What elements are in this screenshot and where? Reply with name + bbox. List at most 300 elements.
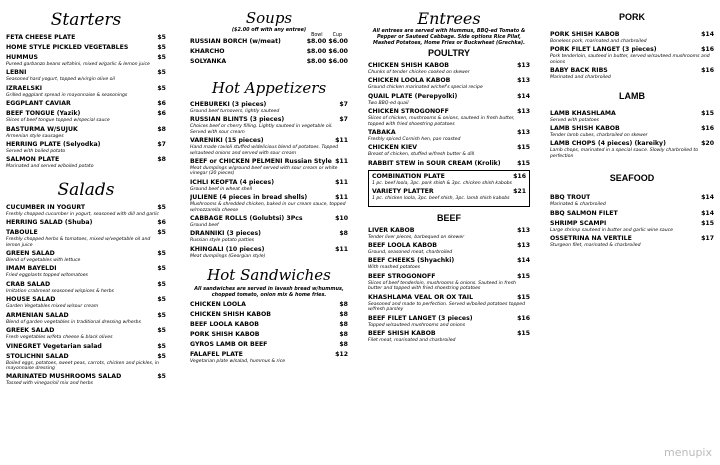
menu-item-description: Chunks of tender chicken cooked on skewer: [368, 70, 470, 75]
menu-item-price: $16: [701, 67, 714, 75]
menu-item-name: VINEGRET Vegetarian salad: [6, 342, 102, 350]
menu-item: [368, 227, 530, 240]
menu-item: [6, 250, 166, 263]
menu-item-price: $13: [517, 77, 530, 85]
menu-item: [368, 144, 530, 157]
menu-item-name: LAMB SHISH KABOB: [550, 125, 620, 133]
menu-item-name: BABY BACK RIBS: [550, 67, 608, 75]
menu-item-price: $5: [157, 34, 166, 41]
menu-item-price: $6: [157, 100, 166, 108]
menu-item-row: [190, 38, 348, 46]
menu-item-row: [6, 343, 166, 351]
menu-item: [190, 194, 348, 213]
menu-item-row: [6, 353, 166, 361]
menu-item-name: PORK FILET LANGET (3 pieces): [550, 46, 657, 54]
menu-item-row: [372, 173, 526, 181]
menu-item: [190, 38, 348, 46]
menu-item-description: Pork tenderloin, sauteed in butter, served w/sauteed mushrooms and onions: [550, 54, 710, 65]
menu-item: [190, 215, 348, 228]
menu-item-description: Hand made ravioli stuffed w/delicious blend of potatoes. Topped w/sauteed onions and served with sour cream: [190, 145, 339, 156]
menu-item-price: $10: [335, 215, 348, 223]
hot-sandwiches-list: [190, 301, 348, 364]
menu-item-row: [368, 129, 530, 137]
menu-item: [6, 296, 166, 309]
menu-item-row: [190, 179, 348, 187]
menu-item-price: $11: [335, 137, 348, 145]
menu-item-price: $5: [157, 327, 166, 335]
menu-item-description: Freshly chopped cucumber in yogurt, seasoned with dill and garlic: [6, 211, 160, 217]
menu-item-price: $8: [157, 125, 166, 133]
menu-item-description: Topped w/sauteed mushrooms and onions: [368, 322, 466, 328]
menu-item-row: [6, 327, 166, 335]
menu-item-description: Slices of beef tenderloin, mushrooms & onions. Sauteed in fresh butter and topped with fried shoestring potatoes: [368, 280, 516, 292]
menu-item: [190, 137, 348, 156]
menu-item-name: LAMB CHOPS (4 pieces) (kareiky): [550, 140, 666, 148]
menu-item-description: Fried eggplants topped w/tomatoes: [6, 273, 88, 279]
menu-item-description: Blend of garden vegetables in traditional dressing w/herbs: [6, 319, 141, 325]
menu-item: [550, 46, 714, 65]
menu-item-price: $13: [517, 108, 530, 116]
menu-item-name: RUSSIAN BORCH (w/meat): [190, 38, 281, 45]
menu-item-price: $16: [517, 314, 530, 322]
menu-item-row: [190, 48, 348, 56]
menu-item: [372, 188, 526, 201]
menu-item-price: $17: [701, 235, 714, 243]
menu-item-description: Two BBQ-ed quail: [368, 100, 409, 106]
menu-item-price: $7: [339, 116, 348, 124]
lamb-section: [550, 91, 714, 160]
menu-item-name: MARINATED MUSHROOMS SALAD: [6, 373, 122, 381]
menu-item-price: $15: [517, 144, 530, 152]
menu-item: [190, 58, 348, 66]
menu-item-price: $14: [701, 194, 714, 202]
menu-item: [6, 100, 166, 108]
menu-item-price: $8: [339, 311, 348, 319]
seafood-heading: SEAFOOD: [609, 173, 655, 184]
menu-item-name: CHICKEN LOOLA KABOB: [368, 77, 451, 85]
menu-item-price: $16: [701, 125, 714, 133]
menu-item-name: STOLICHNI SALAD: [6, 352, 69, 360]
menu-item-description: Freshly spiced Cornish hen, pan roasted: [368, 137, 461, 143]
menu-item: [190, 341, 348, 349]
menu-item-description: With mashed potatoes: [368, 265, 420, 271]
menu-item-name: CABBAGE ROLLS (Golubtsi) 3Pcs: [190, 215, 303, 223]
menu-item-name: SALMON PLATE: [6, 156, 60, 164]
menu-item: [368, 273, 530, 292]
soups-section: [190, 10, 348, 66]
menu-item-row: [368, 273, 530, 281]
menu-item-price: $11: [335, 194, 348, 202]
menu-item-name: QUAIL PLATE (Perepyolki): [368, 92, 458, 100]
menu-item-row: [190, 311, 348, 319]
menu-item: [6, 156, 166, 169]
salads-list: [6, 204, 166, 387]
menu-item-name: COMBINATION PLATE: [372, 172, 445, 180]
menu-item-row: [6, 34, 166, 42]
menu-item-price: $5: [157, 69, 166, 77]
menu-item: [6, 373, 166, 386]
menu-item: [6, 353, 166, 372]
menu-item-description: Marinated and served w/boiled potato: [6, 164, 94, 170]
menu-item-row: [368, 330, 530, 338]
menu-item-name: CRAB SALAD: [6, 280, 51, 288]
menu-item: [550, 235, 714, 248]
menu-item: [6, 44, 166, 52]
bowl-label: Bowl: [311, 33, 323, 38]
menu-item: [6, 229, 166, 248]
menu-item-description: Large shrimp sauteed in butter and garlic wine sauce: [550, 227, 673, 233]
menu-item-price: $13: [517, 226, 530, 234]
menu-item: [6, 141, 166, 154]
menu-item: [550, 67, 714, 80]
menu-item-description: Tender liver pieces, barbequed on skewer: [368, 234, 465, 240]
menu-item-price: $5: [157, 352, 166, 360]
menu-item-row: [6, 250, 166, 258]
menu-item-description: Vegetarian plate w/salad, hummus & rice: [190, 359, 286, 365]
menu-item-price: $11: [335, 178, 348, 186]
menu-item-price: $6: [157, 219, 166, 227]
menu-item-description: Sturgeon filet, marinated & charbroiled: [550, 243, 641, 249]
menu-item-description: Ground chicken marinated w/chef's special recipe: [368, 85, 483, 91]
menu-item-description: Tender lamb cubes, charbroiled on skewer: [550, 133, 648, 139]
entrees-heading: Entrees: [417, 9, 481, 28]
menu-item: [190, 48, 348, 56]
pork-heading: PORK: [618, 12, 645, 22]
menu-item-description: Tossed with vinegar/oil mix and herbs: [6, 381, 93, 387]
menu-item-description: Meat dumplings w/ground beef served with sour cream or white vinegar (20 pieces): [190, 166, 338, 177]
menu-item-price: $13: [517, 62, 530, 69]
menu-item: [368, 93, 530, 106]
hot-sandwiches-heading: Hot Sandwiches: [207, 266, 331, 285]
menu-item-description: Blend of vegetables with lettuce: [6, 258, 81, 264]
menu-item-name: VARENIKI (15 pieces): [190, 137, 264, 145]
menu-item-price: $14: [517, 257, 530, 265]
menu-item-name: FALAFEL PLATE: [190, 351, 243, 359]
menu-item-name: KHASHLAMA VEAL OR OX TAIL: [368, 293, 474, 301]
menu-item: [6, 219, 166, 227]
menu-item: [550, 125, 714, 138]
menu-item-description: Ground beef: [190, 223, 219, 229]
menu-item: [190, 230, 348, 243]
menu-item: [6, 69, 166, 82]
starters-heading: Starters: [50, 10, 122, 30]
menu-item-description: Marinated and charbroiled: [550, 75, 611, 81]
menu-item-description: Choices beef or cherry filling. Lightly sauteed in vegetable oil. Served with sour cream: [190, 124, 333, 135]
menu-item-name: KHINGALI (10 pieces): [190, 245, 265, 253]
menu-item-name: RABBIT STEW in SOUR CREAM (Krolik): [368, 159, 501, 167]
menu-item-price: $5: [157, 84, 166, 92]
menu-item: [368, 108, 530, 127]
menu-item-price: $5: [157, 203, 166, 211]
menu-item-row: [550, 220, 714, 228]
menu-item-description: Seasoned and made to perfection. Served w/boiled potatoes topped w/fresh parsley: [368, 301, 526, 313]
menu-item-description: Filet meat, marinated and charbroiled: [368, 337, 456, 343]
menu-item-price: $8.00 $6.00: [306, 48, 348, 55]
menu-item: [368, 129, 530, 142]
menu-item-description: Slices of chicken, mushrooms & onions, sauteed in fresh butter, topped with fried shoestring potatoes: [368, 116, 515, 127]
menu-item-row: [190, 58, 348, 66]
pork-list: [550, 31, 714, 81]
menu-item: [368, 242, 530, 255]
menu-item-name: BASTURMA W/SUJUK: [6, 125, 78, 133]
menu-item-description: Slices of beef tongue topped w/special sauce: [6, 118, 110, 124]
menu-item-row: [6, 54, 166, 62]
menu-item-row: [6, 44, 166, 52]
menu-item-row: [190, 215, 348, 223]
menu-item-description: Mushrooms & shredded chicken, baked in our cream sauce, topped w/mozzarella cheese: [190, 202, 346, 213]
menu-item-name: CHICKEN KIEV: [368, 144, 418, 152]
menu-item: [368, 315, 530, 328]
hot-appetizers-section: [190, 80, 348, 259]
menu-item: [6, 54, 166, 67]
menu-item-price: $5: [157, 265, 166, 273]
menu-item-row: [368, 160, 530, 168]
menu-item-name: GREEK SALAD: [6, 327, 55, 335]
menu-item-row: [368, 227, 530, 235]
menu-item-row: [368, 315, 530, 323]
menu-item: [190, 301, 348, 309]
menu-item-name: CHICKEN STROGONOFF: [368, 108, 449, 116]
menu-item-price: $12: [335, 351, 348, 359]
column-pork-lamb-seafood: [550, 0, 714, 465]
menu-item-row: [190, 321, 348, 329]
menu-item-row: [6, 219, 166, 227]
menu-item-name: IMAM BAYELDI: [6, 265, 57, 273]
menu-item-price: $5: [157, 296, 166, 304]
menu-item-name: BEEF STROGONOFF: [368, 272, 436, 280]
menu-item-description: Breast of chicken, stuffed w/fresh butter & dill: [368, 152, 475, 158]
menu-item-row: [550, 235, 714, 243]
menu-item: [368, 257, 530, 270]
column-soups-appetizers: [190, 0, 348, 465]
menu-item-name: BEEF FILET LANGET (3 pieces): [368, 314, 473, 322]
menu-item-name: HOUSE SALAD: [6, 296, 56, 304]
menu-item-name: GYROS LAMB OR BEEF: [190, 341, 268, 349]
menu-item-name: EGGPLANT CAVIAR: [6, 100, 71, 108]
menu-item-row: [368, 294, 530, 302]
menu-item: [6, 312, 166, 325]
menu-item-name: RUSSIAN BLINTS (3 pieces): [190, 116, 285, 124]
menu-item-price: $11: [335, 245, 348, 253]
pork-section: [550, 12, 714, 81]
menu-item-row: [6, 100, 166, 108]
menu-item-price: $13: [517, 129, 530, 137]
menu-item-price: $14: [701, 209, 714, 217]
menu-item-price: $7: [157, 141, 166, 149]
menu-item-price: $8.00 $6.00: [306, 38, 348, 45]
menu-item-row: [190, 246, 348, 254]
menu-item: [6, 34, 166, 42]
menu-item-row: [190, 158, 348, 166]
lamb-list: [550, 110, 714, 160]
menu-item: [550, 210, 714, 218]
menu-item: [368, 160, 530, 168]
menu-item-price: $16: [701, 46, 714, 54]
menu-item-price: $11: [335, 158, 348, 166]
menu-item: [190, 158, 348, 177]
menu-item-name: VARIETY PLATTER: [372, 188, 434, 196]
menu-item-name: ICHLI KEOFTA (4 pieces): [190, 178, 275, 186]
menu-item: [6, 343, 166, 351]
menu-item-description: Ground, seasoned meat, charbroiled: [368, 250, 453, 256]
menu-item-description: 1 pc. chicken loola, 3pc. beef shish, 3pc. lamb shish kabobs: [372, 196, 510, 202]
menu-item-price: $5: [157, 229, 166, 237]
hot-appetizers-list: [190, 101, 348, 259]
menu-item-price: $15: [517, 272, 530, 280]
menu-item-description: Russian style potato patties: [190, 238, 255, 244]
menu-item-description: Grilled eggplant spread in mayonnaise & seasonings: [6, 92, 128, 98]
menu-item-name: LEBNI: [6, 69, 27, 77]
menu-item-description: Boiled eggs, potatoes, sweet peas, carrots, chicken and pickles, in mayonnaise dressing: [6, 360, 159, 371]
menu-item-name: BBQ TROUT: [550, 194, 591, 202]
menu-item-description: Fresh vegetables w/feta cheese & black olives: [6, 335, 113, 341]
menu-item-price: $16: [513, 172, 526, 180]
menu-item-name: LAMB KHASHLAMA: [550, 109, 616, 117]
watermark: menupix: [664, 446, 712, 459]
menu-item: [190, 101, 348, 114]
menu-item-description: Meat dumplings (Georgian style): [190, 253, 266, 259]
menu-item: [190, 179, 348, 192]
beef-list: [368, 227, 530, 344]
hot-sandwiches-section: [190, 267, 348, 364]
menu-item-price: $8: [339, 321, 348, 329]
menu-item-price: $5: [157, 250, 166, 258]
menu-item-price: $5: [157, 280, 166, 288]
menu-item-row: [190, 101, 348, 109]
menu-item-price: $8: [339, 230, 348, 238]
starters-list: [6, 34, 166, 170]
menu-item-description: Ground beef turnovers, lightly sauteed: [190, 109, 280, 114]
menu-item-name: HUMMUS: [6, 54, 38, 61]
menu-item-price: $8.00 $6.00: [306, 58, 348, 65]
menu-item-row: [550, 210, 714, 218]
menu-item: [190, 331, 348, 339]
hot-sandwiches-note: All sandwiches are served in lavash bread w/hummus, chopped tomato, onion mix & home fries.: [194, 286, 344, 299]
menu-item: [6, 110, 166, 123]
entrees-section: [368, 10, 530, 343]
salads-section: [6, 180, 166, 387]
cup-label: Cup: [332, 33, 342, 38]
menu-item-price: $21: [513, 188, 526, 196]
menu-item-price: $15: [517, 329, 530, 337]
poultry-list: [368, 62, 530, 168]
menu-item-name: HOME STYLE PICKLED VEGETABLES: [6, 44, 129, 51]
menu-item: [6, 265, 166, 278]
menu-item-price: $15: [701, 109, 714, 117]
menu-item-name: BBQ SALMON FILET: [550, 209, 618, 217]
menu-item-price: $20: [701, 140, 714, 148]
menu-item-description: Boneless pork, marinated and charbroiled: [550, 39, 647, 44]
menu-item-name: BEEF LOOLA KABOB: [190, 321, 259, 329]
menu-item-name: BEEF CHEEKS (Shyachki): [368, 257, 455, 265]
menu-item-price: $5: [157, 342, 166, 350]
menu-item-name: SHRIMP SCAMPI: [550, 219, 607, 227]
menu-item: [550, 194, 714, 207]
menu-item-name: KHARCHO: [190, 48, 225, 55]
menu-item-name: OSSETRINA NA VERTILE: [550, 235, 632, 243]
menu-item-name: BEEF or CHICKEN PELMENI Russian Style: [190, 158, 332, 166]
menu-item-name: CHICKEN SHISH KABOB: [368, 62, 449, 69]
menu-item-name: CHEBUREKI (3 pieces): [190, 101, 267, 108]
menu-item-description: Marinated & charbroiled: [550, 202, 606, 208]
menu-item: [190, 321, 348, 329]
seafood-list: [550, 194, 714, 248]
menu-item-name: CUCUMBER IN YOGURT: [6, 203, 86, 211]
menu-item: [190, 116, 348, 135]
menu-item: [6, 126, 166, 139]
menu-item-description: Garden Vegetables mixed w/sour cream: [6, 304, 99, 310]
menu-item-price: $5: [157, 311, 166, 319]
menu-item: [550, 140, 714, 159]
menu-item-price: $14: [517, 92, 530, 100]
menu-item: [368, 77, 530, 90]
menu-item-price: $15: [701, 219, 714, 227]
menu-item-name: CHICKEN SHISH KABOB: [190, 311, 271, 319]
soups-list: [190, 38, 348, 66]
menu-item-price: $8: [157, 156, 166, 164]
menu-item-description: Lamb chops, marinated in a special sauce. Slowly charbroiled to perfection: [550, 148, 699, 159]
starters-section: [6, 10, 166, 170]
menu-item: [6, 204, 166, 217]
menu-item-row: [550, 110, 714, 118]
menu-item-row: [6, 281, 166, 289]
menu-item-row: [550, 31, 714, 39]
menu-item-name: BEEF TONGUE (Yazik): [6, 110, 81, 118]
menu-item-name: SOLYANKA: [190, 58, 227, 65]
menu-item-name: BEEF LOOLA KABOB: [368, 242, 437, 250]
menu-item-price: $5: [157, 44, 166, 51]
menu-item: [368, 330, 530, 343]
menu-item: [6, 85, 166, 98]
seafood-section: [550, 173, 714, 248]
menu-item-name: PORK SHISH KABOB: [190, 331, 260, 339]
menu-item-name: TABAKA: [368, 129, 396, 137]
menu-item-row: [190, 301, 348, 309]
menu-item-description: Served with boiled potato: [6, 149, 66, 155]
menu-item: [190, 311, 348, 319]
menu-item-name: IZRAELSKI: [6, 84, 43, 92]
menu-item-description: Pureed garbanzo beans w/tahini, mixed w/garlic & lemon juice: [6, 62, 150, 67]
menu-item-description: Served with potatoes: [550, 117, 599, 123]
menu-item: [6, 327, 166, 340]
menu-item-name: PORK SHISH KABOB: [550, 31, 620, 38]
menu-item: [550, 110, 714, 123]
menu-item-name: BEEF SHISH KABOB: [368, 329, 436, 337]
column-starters-salads: [6, 0, 166, 465]
salads-heading: Salads: [57, 179, 115, 200]
menu-item-price: $14: [701, 31, 714, 38]
menu-item-name: LIVER KABOB: [368, 226, 415, 234]
hot-appetizers-heading: Hot Appetizers: [211, 79, 327, 97]
menu-item-row: [6, 141, 166, 149]
menu-item-price: $15: [517, 159, 530, 167]
poultry-heading: POULTRY: [428, 48, 470, 58]
menu-item-price: $13: [517, 242, 530, 250]
menu-item-row: [6, 204, 166, 212]
menu-item-name: HERRING SALAD (Shuba): [6, 219, 93, 227]
combo-box: [368, 170, 530, 207]
menu-item-name: GREEN SALAD: [6, 250, 55, 258]
menu-item-row: [190, 341, 348, 349]
menu-item-price: $7: [339, 101, 348, 108]
menu-item: [550, 31, 714, 44]
menu-item-name: JULIENE (4 pieces in bread shells): [190, 194, 308, 202]
menu-item-description: Freshly chopped herbs & tomatoes, mixed w/vegetable oil and lemon juice: [6, 237, 151, 248]
menu-item-row: [6, 312, 166, 320]
menu-item: [6, 281, 166, 294]
soups-note: ($2.00 off with any entree): [231, 27, 307, 33]
menu-item: [550, 220, 714, 233]
